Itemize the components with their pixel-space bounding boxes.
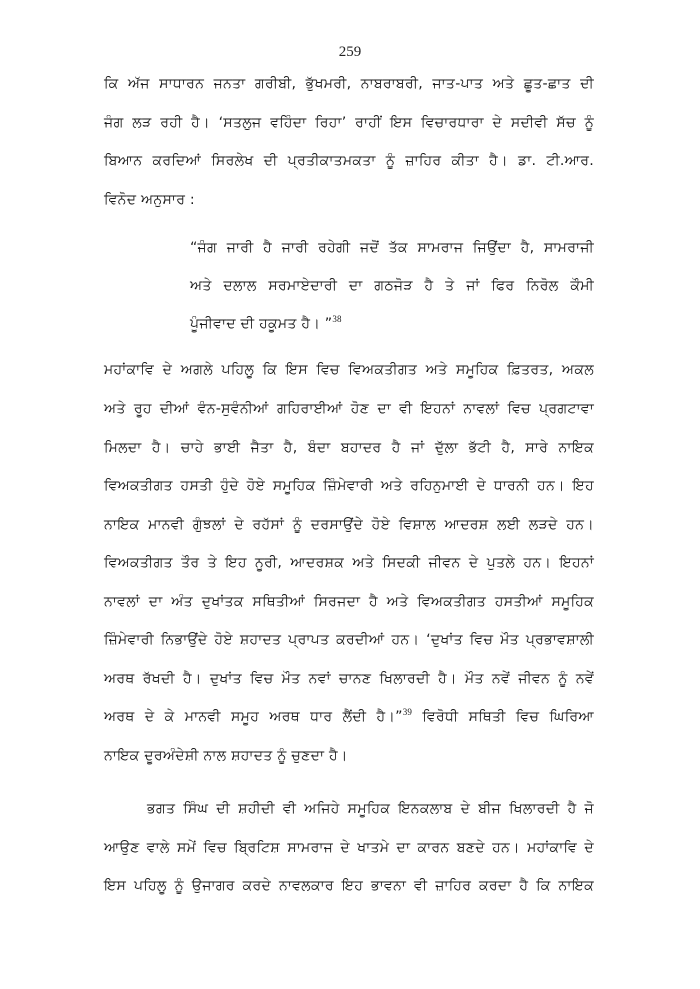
text-line: ਆਉਣ ਵਾਲੇ ਸਮੇਂ ਵਿਚ ਬ੍ਰਿਟਿਸ਼ ਸਾਮਰਾਜ ਦੇ ਖਾਤਮੇ ਦਾ ਕਾਰਨ ਬਣਦੇ ਹਨ। ਮਹਾਂਕਾਵਿ ਦੇ — [104, 840, 594, 856]
text-line: ਅਰਥ ਰੱਖਦੀ ਹੈ। ਦੁਖਾਂਤ ਵਿਚ ਮੌਤ ਨਵਾਂ ਚਾਨਣ ਖਿਲਾਰਦੀ ਹੈ। ਮੌਤ ਨਵੇਂ ਜੀਵਨ ਨੂੰ ਨਵੇਂ — [104, 671, 594, 687]
text-line: ਕਿ ਅੱਜ ਸਾਧਾਰਨ ਜਨਤਾ ਗਰੀਬੀ, ਭੁੱਖਮਰੀ, ਨਾਬਰਾਬਰੀ, ਜਾਤ-ਪਾਤ ਅਤੇ ਛੂਤ-ਛਾਤ ਦੀ — [104, 76, 594, 92]
block-quote-line: ਪੂੰਜੀਵਾਦ ਦੀ ਹਕੂਮਤ ਹੈ। ”$^{38}$ — [190, 314, 342, 332]
page-number: 259 — [338, 44, 362, 60]
text-line: ਮਿਲਦਾ ਹੈ। ਚਾਹੇ ਭਾਈ ਜੈਤਾ ਹੈ, ਬੰਦਾ ਬਹਾਦਰ ਹੈ ਜਾਂ ਦੁੱਲਾ ਭੱਟੀ ਹੈ, ਸਾਰੇ ਨਾਇਕ — [104, 440, 594, 456]
text-line: ਬਿਆਨ ਕਰਦਿਆਂ ਸਿਰਲੇਖ ਦੀ ਪ੍ਰਤੀਕਾਤਮਕਤਾ ਨੂੰ ਜ਼ਾਹਿਰ ਕੀਤਾ ਹੈ। ਡਾ. ਟੀ.ਆਰ. — [104, 153, 594, 169]
text-line: ਇਸ ਪਹਿਲੂ ਨੂੰ ਉਜਾਗਰ ਕਰਦੇ ਨਾਵਲਕਾਰ ਇਹ ਭਾਵਨਾ ਵੀ ਜ਼ਾਹਿਰ ਕਰਦਾ ਹੈ ਕਿ ਨਾਇਕ — [104, 878, 594, 894]
text-line: ਵਿਨੋਦ ਅਨੁਸਾਰ : — [104, 192, 195, 208]
block-quote-line: “ਜੰਗ ਜਾਰੀ ਹੈ ਜਾਰੀ ਰਹੇਗੀ ਜਦੋਂ ਤੱਕ ਸਾਮਰਾਜ ਜਿਉਂਦਾ ਹੈ, ਸਾਮਰਾਜੀ — [190, 240, 594, 256]
block-quote-line: ਅਤੇ ਦਲਾਲ ਸਰਮਾਏਦਾਰੀ ਦਾ ਗਠਜੋੜ ਹੈ ਤੇ ਜਾਂ ਫਿਰ ਨਿਰੋਲ ਕੌਮੀ — [190, 278, 594, 294]
footnote-ref: 39 — [402, 707, 413, 717]
text-line: ਨਾਵਲਾਂ ਦਾ ਅੰਤ ਦੁਖਾਂਤਕ ਸਥਿਤੀਆਂ ਸਿਰਜਦਾ ਹੈ ਅਤੇ ਵਿਅਕਤੀਗਤ ਹਸਤੀਆਂ ਸਮੂਹਿਕ — [104, 594, 594, 610]
text-line: ਭਗਤ ਸਿੰਘ ਦੀ ਸ਼ਹੀਦੀ ਵੀ ਅਜਿਹੇ ਸਮੂਹਿਕ ਇਨਕਲਾਬ ਦੇ ਬੀਜ ਖਿਲਾਰਦੀ ਹੈ ਜੋ — [147, 801, 594, 817]
text-line: ਵਿਅਕਤੀਗਤ ਹਸਤੀ ਹੁੰਦੇ ਹੋਏ ਸਮੂਹਿਕ ਜ਼ਿੰਮੇਵਾਰੀ ਅਤੇ ਰਹਿਨੁਮਾਈ ਦੇ ਧਾਰਨੀ ਹਨ। ਇਹ — [104, 478, 594, 494]
text-line: ਨਾਇਕ ਮਾਨਵੀ ਗੁੰਝਲਾਂ ਦੇ ਰਹੱਸਾਂ ਨੂੰ ਦਰਸਾਉਂਦੇ ਹੋਏ ਵਿਸ਼ਾਲ ਆਦਰਸ਼ ਲਈ ਲੜਦੇ ਹਨ। — [104, 517, 594, 533]
text-line: ਜ਼ਿੰਮੇਵਾਰੀ ਨਿਭਾਉਂਦੇ ਹੋਏ ਸ਼ਹਾਦਤ ਪ੍ਰਾਪਤ ਕਰਦੀਆਂ ਹਨ। ‘ਦੁਖਾਂਤ ਵਿਚ ਮੌਤ ਪ੍ਰਭਾਵਸ਼ਾਲੀ — [104, 632, 594, 648]
footnote-ref: 38 — [332, 314, 342, 324]
text-line: ਅਤੇ ਰੂਹ ਦੀਆਂ ਵੰਨ-ਸੁਵੰਨੀਆਂ ਗਹਿਰਾਈਆਂ ਹੋਣ ਦਾ ਵੀ ਇਹਨਾਂ ਨਾਵਲਾਂ ਵਿਚ ਪ੍ਰਗਟਾਵਾ — [104, 401, 594, 417]
text-line: ਵਿਅਕਤੀਗਤ ਤੌਰ ਤੇ ਇਹ ਨੂਰੀ, ਆਦਰਸ਼ਕ ਅਤੇ ਸਿਦਕੀ ਜੀਵਨ ਦੇ ਪੁਤਲੇ ਹਨ। ਇਹਨਾਂ — [104, 555, 594, 571]
text-line: ਨਾਇਕ ਦੂਰਅੰਦੇਸ਼ੀ ਨਾਲ ਸ਼ਹਾਦਤ ਨੂੰ ਚੁਣਦਾ ਹੈ। — [104, 748, 348, 764]
text-line: ਮਹਾਂਕਾਵਿ ਦੇ ਅਗਲੇ ਪਹਿਲੂ ਕਿ ਇਸ ਵਿਚ ਵਿਅਕਤੀਗਤ ਅਤੇ ਸਮੂਹਿਕ ਫ਼ਿਤਰਤ, ਅਕਲ — [104, 362, 594, 378]
text-line: ਅਰਥ ਦੇ ਕੇ ਮਾਨਵੀ ਸਮੂਹ ਅਰਥ ਧਾਰ ਲੈਂਦੀ ਹੈ।”$^{39}$ ਵਿਰੋਧੀ ਸਥਿਤੀ ਵਿਚ ਘਿਰਿਆ — [104, 707, 594, 725]
text-line: ਜੰਗ ਲੜ ਰਹੀ ਹੈ। ‘ਸਤਲੁਜ ਵਹਿੰਦਾ ਰਿਹਾ’ ਰਾਹੀਂ ਇਸ ਵਿਚਾਰਧਾਰਾ ਦੇ ਸਦੀਵੀ ਸੱਚ ਨੂੰ — [104, 115, 594, 131]
